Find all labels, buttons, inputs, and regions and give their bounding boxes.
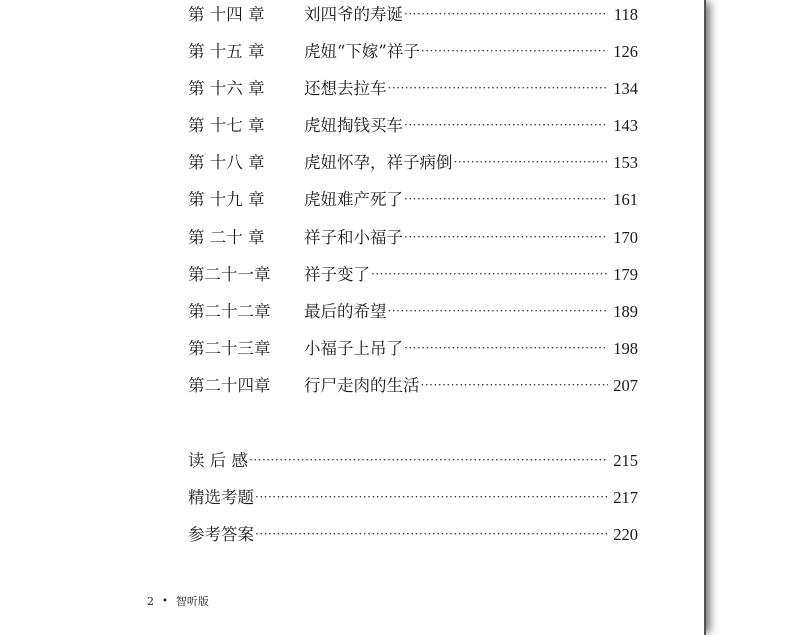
chapter-title: 最后的希望 bbox=[304, 302, 387, 321]
page-number: 134 bbox=[613, 79, 638, 98]
chapter-label: 第二十一章 bbox=[188, 265, 271, 284]
chapter-label: 第二十三章 bbox=[188, 339, 271, 358]
chapter-title: 祥子变了 bbox=[304, 265, 370, 284]
dot-leader bbox=[404, 1, 608, 27]
toc-entry[interactable] bbox=[188, 336, 638, 362]
chapter-title: 虎妞难产死了 bbox=[304, 190, 403, 209]
page-number: 153 bbox=[613, 153, 638, 172]
chapter-label: 第 十九 章 bbox=[188, 190, 265, 209]
chapter-label: 第 十四 章 bbox=[188, 5, 265, 24]
page-number: 198 bbox=[613, 339, 638, 358]
page-number: 161 bbox=[613, 190, 638, 209]
chapter-label: 第二十四章 bbox=[188, 376, 271, 395]
page-number: 207 bbox=[613, 376, 638, 395]
toc-entry[interactable] bbox=[188, 373, 638, 399]
chapter-title: 刘四爷的寿诞 bbox=[304, 5, 403, 24]
page-footer bbox=[147, 593, 209, 609]
chapter-label: 第 十五 章 bbox=[188, 42, 265, 61]
dot-leader bbox=[255, 521, 608, 547]
page-number: 179 bbox=[613, 265, 638, 284]
chapter-label: 第 十七 章 bbox=[188, 116, 265, 135]
appendix-title: 读 后 感 bbox=[188, 451, 248, 470]
toc-entry[interactable] bbox=[188, 225, 638, 251]
dot-leader bbox=[404, 335, 608, 361]
page-number: 126 bbox=[613, 42, 638, 61]
footer-separator: • bbox=[162, 595, 168, 607]
chapter-title: 小福子上吊了 bbox=[304, 339, 403, 358]
chapter-label: 第二十二章 bbox=[188, 302, 271, 321]
chapter-title: 还想去拉车 bbox=[304, 79, 387, 98]
toc-entry[interactable] bbox=[188, 187, 638, 213]
page-number: 217 bbox=[613, 488, 638, 507]
chapter-label: 第 二十 章 bbox=[188, 228, 265, 247]
toc-entry-appendix[interactable] bbox=[188, 485, 638, 511]
page-number: 220 bbox=[613, 525, 638, 544]
chapter-title: 虎妞掏钱买车 bbox=[304, 116, 403, 135]
toc-entry[interactable] bbox=[188, 262, 638, 288]
appendix-title: 参考答案 bbox=[188, 525, 254, 544]
footer-edition: 智听版 bbox=[175, 595, 209, 608]
dot-leader bbox=[255, 484, 608, 510]
page-number: 215 bbox=[613, 451, 638, 470]
dot-leader bbox=[388, 75, 609, 101]
toc-entry[interactable] bbox=[188, 2, 638, 28]
dot-leader bbox=[404, 186, 608, 212]
toc-entry[interactable] bbox=[188, 76, 638, 102]
toc-entry[interactable] bbox=[188, 39, 638, 65]
page-number: 118 bbox=[613, 5, 638, 24]
footer-page-number: 2 bbox=[147, 594, 154, 608]
chapter-title: 行尸走肉的生活 bbox=[304, 376, 420, 395]
toc-entry-appendix[interactable] bbox=[188, 522, 638, 548]
toc-entry[interactable] bbox=[188, 299, 638, 325]
chapter-label: 第 十八 章 bbox=[188, 153, 265, 172]
toc-entry[interactable] bbox=[188, 113, 638, 139]
chapter-label: 第 十六 章 bbox=[188, 79, 265, 98]
dot-leader bbox=[249, 447, 608, 473]
dot-leader bbox=[404, 224, 608, 250]
dot-leader bbox=[421, 38, 608, 64]
appendix-title: 精选考题 bbox=[188, 488, 254, 507]
dot-leader bbox=[454, 149, 609, 175]
toc-entry-appendix[interactable] bbox=[188, 448, 638, 474]
chapter-title: 虎妞“下嫁”祥子 bbox=[304, 42, 420, 61]
page-number: 143 bbox=[613, 116, 638, 135]
page-number: 189 bbox=[613, 302, 638, 321]
dot-leader bbox=[404, 112, 608, 138]
chapter-title: 祥子和小福子 bbox=[304, 228, 403, 247]
toc-entry[interactable] bbox=[188, 150, 638, 176]
page-number: 170 bbox=[613, 228, 638, 247]
dot-leader bbox=[371, 261, 608, 287]
chapter-title: 虎妞怀孕，祥子病倒 bbox=[304, 153, 453, 172]
dot-leader bbox=[388, 298, 609, 324]
dot-leader bbox=[421, 372, 609, 398]
